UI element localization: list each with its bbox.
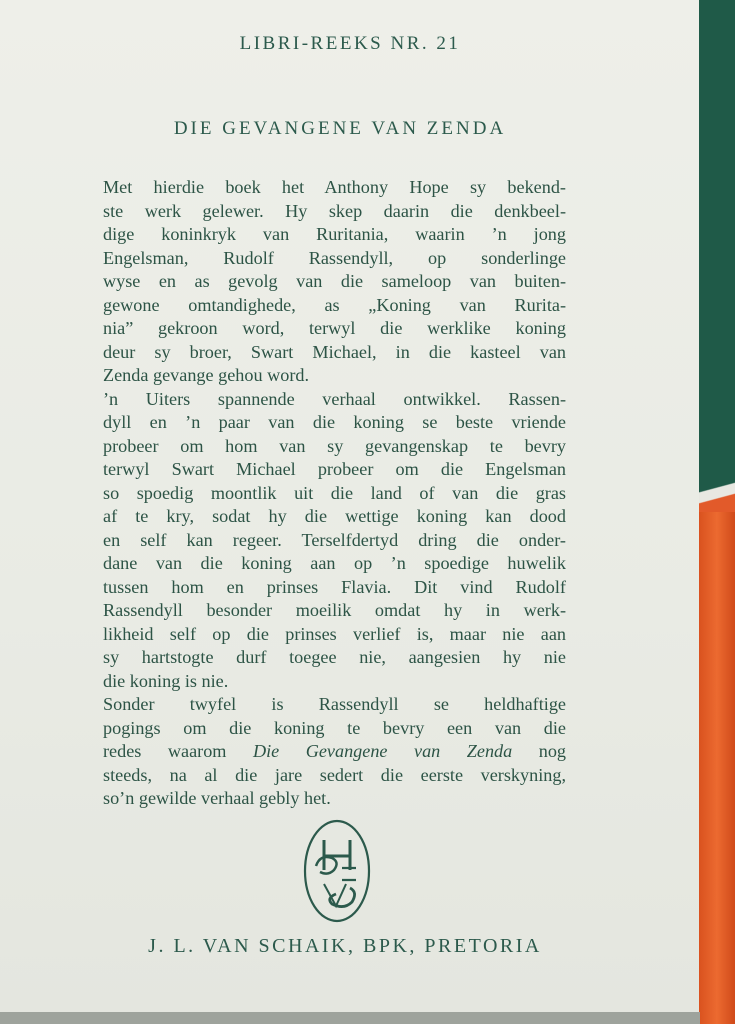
blurb-line: en self kan regeer. Terselfdertyd dring die onder- [103,529,566,550]
blurb-line [103,740,566,764]
cover-bottom-edge [0,1012,700,1024]
blurb-line: af te kry, sodat hy die wettige koning kan dood [103,506,566,526]
blurb-line: ’n Uiters spannende verhaal ontwikkel. Rassen- [103,388,566,409]
blurb-line: deur sy broer, Swart Michael, in die kasteel van [103,341,566,362]
blurb-text [103,176,566,811]
blurb-line: terwyl Swart Michael probeer om die Engelsman [103,459,566,479]
blurb-line: ste werk gelewer. Hy skep daarin die denkbeel- [103,200,566,221]
blurb-line: Rassendyll besonder moeilik omdat hy in werk- [103,600,566,620]
blurb-line: sy hartstogte durf toegee nie, aangesien hy nie [103,647,566,667]
blurb-line: wyse en as gevolg van die sameloop van buiten- [103,271,566,291]
publisher-monogram-icon [302,818,372,924]
blurb-line: so’n gewilde verhaal gebly het. [103,788,331,808]
blurb-line: nia” gekroon word, terwyl die werklike koning [103,318,566,338]
publisher-imprint: J. L. VAN SCHAIK, BPK, PRETORIA [148,935,542,957]
blurb-line: Sonder twyfel is Rassendyll se heldhaftige [103,694,566,714]
blurb-line: tussen hom en prinses Flavia. Dit vind Rudolf [103,576,566,597]
blurb-line: dane van die koning aan op ’n spoedige huwelik [103,553,566,573]
blurb-line-text: nog [512,741,567,761]
blurb-line: dyll en ’n paar van die koning se beste vriende [103,412,566,432]
blurb-line: Engelsman, Rudolf Rassendyll, op sonderlinge [103,247,566,268]
italic-book-title: Die Gevangene van Zenda [252,741,513,761]
spine-stripe [699,470,735,515]
blurb-line: so spoedig moontlik uit die land of van die gras [103,482,566,503]
series-label: LIBRI-REEKS NR. 21 [239,33,461,54]
book-title: DIE GEVANGENE VAN ZENDA [173,118,507,139]
blurb-line: steeds, na al die jare sedert die eerste verskyning, [103,764,566,785]
blurb-line: pogings om die koning te bevry een van die [103,717,566,738]
blurb-line: gewone omtandighede, as „Koning van Rurita- [103,294,566,315]
blurb-line: Met hierdie boek het Anthony Hope sy bekend- [103,177,566,197]
blurb-line: Zenda gevange gehou word. [103,365,310,385]
spine-green-band [699,0,735,505]
blurb-line: dige koninkryk van Ruritania, waarin ’n jong [103,224,566,244]
blurb-line: die koning is nie. [103,670,229,691]
blurb-line-text: redes waarom [103,741,253,761]
blurb-line: likheid self op die prinses verlief is, maar nie aan [103,623,566,644]
spine-orange-band [699,512,735,1024]
blurb-line: probeer om hom van sy gevangenskap te bevry [103,435,566,456]
